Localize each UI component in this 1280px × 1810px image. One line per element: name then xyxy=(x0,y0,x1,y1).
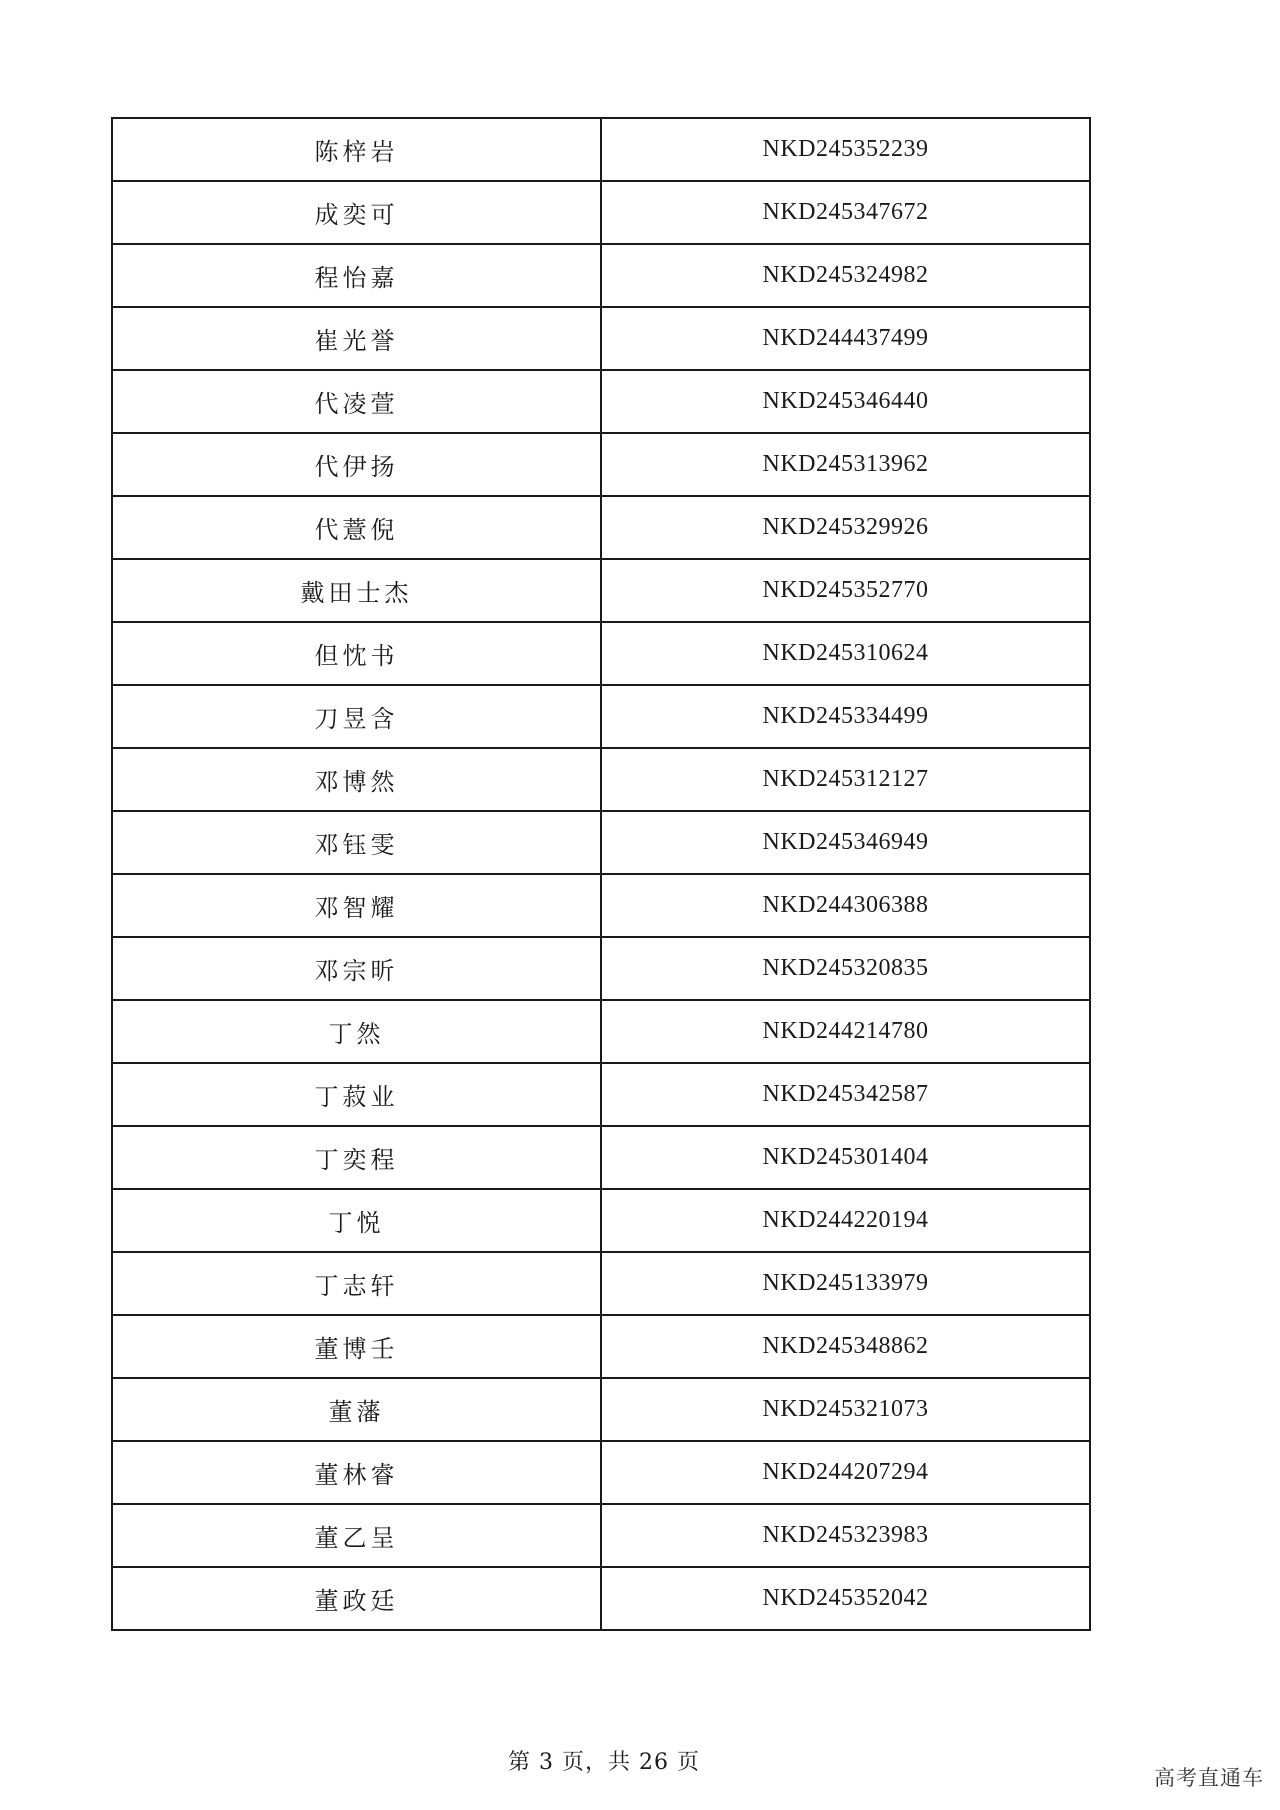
table-row xyxy=(112,874,1090,937)
name-cell: 代薏倪 xyxy=(112,496,601,559)
id-cell: NKD245320835 xyxy=(601,937,1090,1000)
name-cell: 董乙呈 xyxy=(112,1504,601,1567)
name-cell: 但忱书 xyxy=(112,622,601,685)
name-cell: 代伊扬 xyxy=(112,433,601,496)
name-cell: 陈梓岩 xyxy=(112,118,601,181)
name-cell: 刀昱含 xyxy=(112,685,601,748)
id-cell: NKD244306388 xyxy=(601,874,1090,937)
name-cell: 成奕可 xyxy=(112,181,601,244)
name-cell: 丁悦 xyxy=(112,1189,601,1252)
watermark-text: 高考直通车 xyxy=(1154,1766,1264,1790)
name-cell: 丁然 xyxy=(112,1000,601,1063)
table-row xyxy=(112,811,1090,874)
table-row xyxy=(112,1126,1090,1189)
id-cell: NKD245352239 xyxy=(601,118,1090,181)
id-cell: NKD245310624 xyxy=(601,622,1090,685)
id-cell: NKD245352042 xyxy=(601,1567,1090,1630)
name-cell: 崔光誉 xyxy=(112,307,601,370)
id-cell: NKD245312127 xyxy=(601,748,1090,811)
table-row xyxy=(112,118,1090,181)
id-cell: NKD245329926 xyxy=(601,496,1090,559)
name-cell: 董博壬 xyxy=(112,1315,601,1378)
name-cell: 董藩 xyxy=(112,1378,601,1441)
name-cell: 董政廷 xyxy=(112,1567,601,1630)
table-row xyxy=(112,244,1090,307)
table-row xyxy=(112,1189,1090,1252)
id-cell: NKD245323983 xyxy=(601,1504,1090,1567)
id-cell: NKD245342587 xyxy=(601,1063,1090,1126)
id-cell: NKD244214780 xyxy=(601,1000,1090,1063)
id-cell: NKD244220194 xyxy=(601,1189,1090,1252)
table-row xyxy=(112,1378,1090,1441)
name-cell: 戴田士杰 xyxy=(112,559,601,622)
id-cell: NKD244207294 xyxy=(601,1441,1090,1504)
id-cell: NKD245321073 xyxy=(601,1378,1090,1441)
id-cell: NKD245346949 xyxy=(601,811,1090,874)
table-row xyxy=(112,748,1090,811)
id-cell: NKD245324982 xyxy=(601,244,1090,307)
table-row xyxy=(112,496,1090,559)
id-cell: NKD245352770 xyxy=(601,559,1090,622)
page-footer: 第 3 页，共 26 页 xyxy=(508,1750,700,1775)
name-cell: 丁菽业 xyxy=(112,1063,601,1126)
table-row xyxy=(112,1252,1090,1315)
name-cell: 邓博然 xyxy=(112,748,601,811)
roster-table xyxy=(111,117,1091,1631)
id-cell: NKD245346440 xyxy=(601,370,1090,433)
table-row xyxy=(112,433,1090,496)
table-row xyxy=(112,559,1090,622)
table-row xyxy=(112,937,1090,1000)
id-cell: NKD245334499 xyxy=(601,685,1090,748)
table-row xyxy=(112,181,1090,244)
name-cell: 邓宗昕 xyxy=(112,937,601,1000)
table-row xyxy=(112,1567,1090,1630)
id-cell: NKD245348862 xyxy=(601,1315,1090,1378)
name-cell: 代凌萱 xyxy=(112,370,601,433)
name-cell: 丁志轩 xyxy=(112,1252,601,1315)
table-row xyxy=(112,685,1090,748)
name-cell: 程怡嘉 xyxy=(112,244,601,307)
table-row xyxy=(112,1315,1090,1378)
roster-table-body xyxy=(112,118,1090,1630)
id-cell: NKD245347672 xyxy=(601,181,1090,244)
table-row xyxy=(112,1441,1090,1504)
table-row xyxy=(112,370,1090,433)
table-row xyxy=(112,307,1090,370)
name-cell: 丁奕程 xyxy=(112,1126,601,1189)
name-cell: 邓智耀 xyxy=(112,874,601,937)
id-cell: NKD245301404 xyxy=(601,1126,1090,1189)
table-row xyxy=(112,1063,1090,1126)
table-row xyxy=(112,1000,1090,1063)
name-cell: 邓钰雯 xyxy=(112,811,601,874)
id-cell: NKD245313962 xyxy=(601,433,1090,496)
id-cell: NKD245133979 xyxy=(601,1252,1090,1315)
name-cell: 董林睿 xyxy=(112,1441,601,1504)
id-cell: NKD244437499 xyxy=(601,307,1090,370)
table-row xyxy=(112,622,1090,685)
table-row xyxy=(112,1504,1090,1567)
